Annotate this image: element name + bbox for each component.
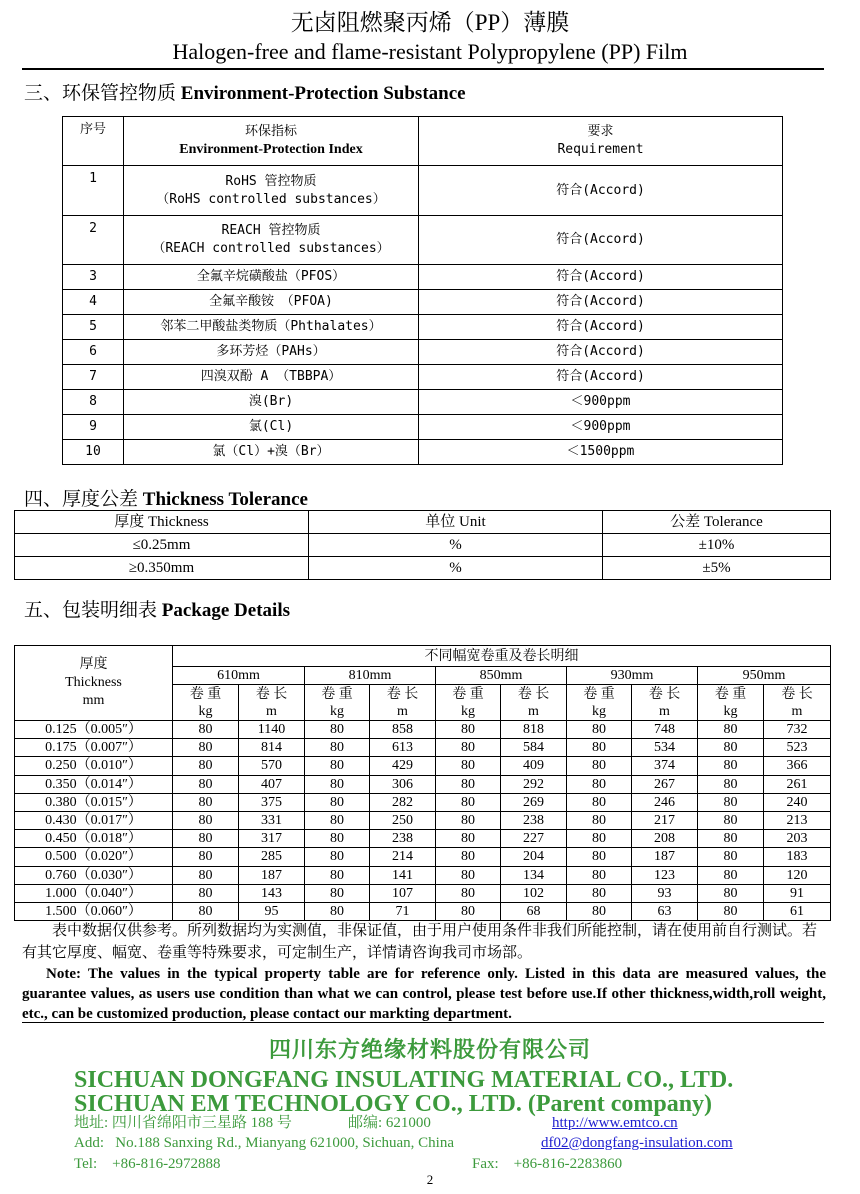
row-weight: 80 [698, 775, 764, 793]
row-length: 61 [764, 902, 831, 920]
row-length: 523 [764, 739, 831, 757]
email-link[interactable]: df02@dongfang-insulation.com [541, 1135, 733, 1151]
package-col-thickness: 厚度 Thickness mm [15, 646, 173, 721]
row-length: 584 [501, 739, 567, 757]
section-heading-package [24, 599, 290, 623]
row-weight: 80 [567, 866, 632, 884]
table-row [15, 757, 831, 775]
row-weight: 80 [305, 884, 370, 902]
header-rule [22, 68, 824, 70]
row-length: 63 [632, 902, 698, 920]
row-thickness: 0.430（0.017″） [15, 811, 173, 829]
section-heading-env-cn: 三、环保管控物质 [24, 83, 177, 104]
row-thickness: 0.760（0.030″） [15, 866, 173, 884]
row-weight: 80 [173, 902, 239, 920]
row-weight: 80 [567, 721, 632, 739]
row-thickness: 0.250（0.010″） [15, 757, 173, 775]
row-length: 282 [370, 793, 436, 811]
table-row: 10 氯（Cl）+溴（Br） ＜1500ppm [63, 440, 783, 465]
row-length: 375 [239, 793, 305, 811]
table-row [63, 216, 783, 265]
package-table-body [15, 721, 831, 921]
table-row [15, 884, 831, 902]
row-weight: 80 [567, 811, 632, 829]
row-length: 120 [764, 866, 831, 884]
row-weight: 80 [305, 902, 370, 920]
row-weight: 80 [173, 848, 239, 866]
table-row [15, 775, 831, 793]
env-row-no: 1 [63, 166, 124, 216]
env-row-req: 符合(Accord) [419, 216, 783, 265]
section-heading-env-en: Environment-Protection Substance [180, 83, 466, 104]
env-col-req-cn: 要求 [587, 124, 614, 139]
document-title-cn: 无卤阻燃聚丙烯（PP）薄膜 [290, 10, 570, 35]
row-weight: 80 [173, 811, 239, 829]
row-weight: 80 [305, 811, 370, 829]
row-length: 238 [501, 811, 567, 829]
row-length: 267 [632, 775, 698, 793]
weight-header: 卷 重 kg [305, 685, 370, 721]
weight-header: 卷 重 kg [567, 685, 632, 721]
width-header: 610mm [173, 667, 305, 685]
address-cn: 地址: 四川省绵阳市三星路 188 号 [74, 1115, 292, 1131]
row-length: 141 [370, 866, 436, 884]
row-weight: 80 [173, 775, 239, 793]
row-length: 246 [632, 793, 698, 811]
tel: Tel: +86-816-2972888 [74, 1156, 221, 1172]
section-heading-thickness-cn: 四、厚度公差 [24, 489, 139, 510]
length-header: 卷 长 m [239, 685, 305, 721]
section-heading-thickness-en: Thickness Tolerance [142, 489, 308, 510]
row-length: 214 [370, 848, 436, 866]
row-length: 107 [370, 884, 436, 902]
table-row: 3 全氟辛烷磺酸盐（PFOS） 符合(Accord) [63, 265, 783, 290]
row-weight: 80 [436, 848, 501, 866]
table-row [15, 848, 831, 866]
row-weight: 80 [436, 830, 501, 848]
row-thickness: 0.125（0.005″） [15, 721, 173, 739]
row-weight: 80 [436, 757, 501, 775]
section-heading-package-cn: 五、包装明细表 [24, 600, 158, 621]
row-weight: 80 [698, 848, 764, 866]
row-length: 143 [239, 884, 305, 902]
weight-header: 卷 重 kg [436, 685, 501, 721]
row-length: 748 [632, 721, 698, 739]
address-en: Add: No.188 Sanxing Rd., Mianyang 621000, Sichuan, China [74, 1135, 454, 1151]
row-length: 134 [501, 866, 567, 884]
document-title-en: Halogen-free and flame-resistant Polypropylene (PP) Film [172, 39, 688, 64]
row-weight: 80 [305, 739, 370, 757]
row-length: 204 [501, 848, 567, 866]
row-weight: 80 [567, 830, 632, 848]
table-row [15, 902, 831, 920]
row-length: 1140 [239, 721, 305, 739]
table-row [15, 811, 831, 829]
row-length: 203 [764, 830, 831, 848]
env-row-req: 符合(Accord) [419, 166, 783, 216]
row-length: 227 [501, 830, 567, 848]
thickness-col-thickness: 厚度 Thickness [15, 511, 309, 534]
row-length: 183 [764, 848, 831, 866]
thickness-table [14, 510, 831, 580]
row-length: 95 [239, 902, 305, 920]
row-length: 317 [239, 830, 305, 848]
row-weight: 80 [567, 902, 632, 920]
row-weight: 80 [305, 721, 370, 739]
thickness-table-header [15, 511, 831, 534]
row-length: 366 [764, 757, 831, 775]
table-row: ≤0.25mm % ±10% [15, 534, 831, 557]
table-row: 6 多环芳烃（PAHs） 符合(Accord) [63, 340, 783, 365]
env-row-item: REACH 管控物质 （REACH controlled substances） [124, 216, 419, 265]
row-length: 68 [501, 902, 567, 920]
row-weight: 80 [305, 848, 370, 866]
row-weight: 80 [567, 848, 632, 866]
table-row [15, 793, 831, 811]
table-row [15, 866, 831, 884]
row-weight: 80 [698, 884, 764, 902]
length-header: 卷 长 m [632, 685, 698, 721]
row-length: 858 [370, 721, 436, 739]
row-thickness: 0.500（0.020″） [15, 848, 173, 866]
row-weight: 80 [305, 793, 370, 811]
row-weight: 80 [567, 757, 632, 775]
row-weight: 80 [698, 721, 764, 739]
package-header-group [15, 646, 831, 667]
row-length: 818 [501, 721, 567, 739]
row-length: 71 [370, 902, 436, 920]
row-length: 261 [764, 775, 831, 793]
package-table [14, 645, 831, 921]
row-thickness: 0.450（0.018″） [15, 830, 173, 848]
row-weight: 80 [567, 884, 632, 902]
page-number: 2 [426, 1172, 434, 1187]
env-col-req [419, 117, 783, 166]
row-length: 238 [370, 830, 436, 848]
row-weight: 80 [698, 793, 764, 811]
table-row: 4 全氟辛酸铵 （PFOA) 符合(Accord) [63, 290, 783, 315]
table-row [15, 721, 831, 739]
row-weight: 80 [436, 884, 501, 902]
table-row: 7 四溴双酚 A （TBBPA） 符合(Accord) [63, 365, 783, 390]
row-length: 213 [764, 811, 831, 829]
note-en: Note: The values in the typical property table are for reference only. Listed in this data are measured values, the guarantee values, as users use condition than what we can control, please test before use.If other thickness,width,roll weight, etc., can be customized production, please contact our markting department. [22, 966, 826, 1022]
section-heading-package-en: Package Details [161, 600, 290, 621]
env-col-index [124, 117, 419, 166]
row-weight: 80 [436, 721, 501, 739]
thickness-col-unit: 单位 Unit [309, 511, 603, 534]
row-weight: 80 [698, 902, 764, 920]
row-length: 374 [632, 757, 698, 775]
table-row [15, 739, 831, 757]
fax: Fax: +86-816-2283860 [472, 1156, 623, 1172]
table-row: 5 邻苯二甲酸盐类物质（Phthalates） 符合(Accord) [63, 315, 783, 340]
env-col-index-cn: 环保指标 [244, 124, 297, 139]
thickness-col-tolerance: 公差 Tolerance [603, 511, 831, 534]
row-weight: 80 [173, 830, 239, 848]
row-thickness: 0.175（0.007″） [15, 739, 173, 757]
table-row [63, 166, 783, 216]
row-weight: 80 [698, 866, 764, 884]
row-length: 102 [501, 884, 567, 902]
row-weight: 80 [436, 866, 501, 884]
package-group-header: 不同幅宽卷重及卷长明细 [173, 646, 831, 667]
row-weight: 80 [305, 775, 370, 793]
row-length: 208 [632, 830, 698, 848]
width-header: 810mm [305, 667, 436, 685]
row-weight: 80 [173, 739, 239, 757]
row-weight: 80 [305, 830, 370, 848]
width-header: 930mm [567, 667, 698, 685]
table-row: 9 氯(Cl) ＜900ppm [63, 415, 783, 440]
company-name-cn: 四川东方绝缘材料股份有限公司 [268, 1038, 591, 1063]
weight-header: 卷 重 kg [698, 685, 764, 721]
row-weight: 80 [698, 739, 764, 757]
row-length: 409 [501, 757, 567, 775]
row-length: 269 [501, 793, 567, 811]
row-weight: 80 [305, 757, 370, 775]
row-weight: 80 [436, 793, 501, 811]
row-weight: 80 [173, 793, 239, 811]
row-weight: 80 [436, 902, 501, 920]
row-weight: 80 [173, 866, 239, 884]
width-header: 850mm [436, 667, 567, 685]
row-length: 292 [501, 775, 567, 793]
row-length: 570 [239, 757, 305, 775]
table-row: 8 溴(Br) ＜900ppm [63, 390, 783, 415]
row-thickness: 1.500（0.060″） [15, 902, 173, 920]
row-weight: 80 [436, 775, 501, 793]
row-length: 217 [632, 811, 698, 829]
company-name-en-line1: SICHUAN DONGFANG INSULATING MATERIAL CO., LTD. [74, 1067, 734, 1093]
env-row-no: 2 [63, 216, 124, 265]
table-row [15, 830, 831, 848]
footer-rule [22, 1022, 824, 1023]
row-weight: 80 [173, 884, 239, 902]
length-header: 卷 长 m [501, 685, 567, 721]
row-length: 429 [370, 757, 436, 775]
row-length: 187 [632, 848, 698, 866]
row-weight: 80 [567, 793, 632, 811]
section-heading-thickness [24, 488, 308, 512]
row-weight: 80 [173, 757, 239, 775]
row-thickness: 0.350（0.014″） [15, 775, 173, 793]
length-header: 卷 长 m [370, 685, 436, 721]
row-length: 285 [239, 848, 305, 866]
row-weight: 80 [567, 775, 632, 793]
row-length: 240 [764, 793, 831, 811]
env-col-req-en: Requirement [557, 142, 644, 157]
row-weight: 80 [436, 739, 501, 757]
env-row-item: RoHS 管控物质 （RoHS controlled substances） [124, 166, 419, 216]
length-header: 卷 长 m [764, 685, 831, 721]
row-weight: 80 [436, 811, 501, 829]
env-col-no: 序号 [63, 117, 124, 166]
row-length: 91 [764, 884, 831, 902]
row-thickness: 0.380（0.015″） [15, 793, 173, 811]
company-name-en-line2: SICHUAN EM TECHNOLOGY CO., LTD. (Parent company) [74, 1091, 713, 1117]
row-length: 814 [239, 739, 305, 757]
section-heading-env [24, 82, 466, 106]
row-weight: 80 [698, 830, 764, 848]
row-length: 534 [632, 739, 698, 757]
row-length: 93 [632, 884, 698, 902]
postcode-cn: 邮编: 621000 [348, 1115, 431, 1131]
note-cn: 表中数据仅供参考。所列数据均为实测值，非保证值，由于用户使用条件非我们所能控制，请在使用前自行测试。若有其它厚度、幅宽、卷重等特殊要求，可定制生产，详情请咨询我司市场部。 [22, 923, 818, 961]
width-header: 950mm [698, 667, 831, 685]
row-weight: 80 [698, 757, 764, 775]
company-name-en [74, 1068, 733, 1116]
row-weight: 80 [567, 739, 632, 757]
row-thickness: 1.000（0.040″） [15, 884, 173, 902]
row-length: 732 [764, 721, 831, 739]
row-length: 407 [239, 775, 305, 793]
row-weight: 80 [173, 721, 239, 739]
row-weight: 80 [305, 866, 370, 884]
row-length: 613 [370, 739, 436, 757]
row-weight: 80 [698, 811, 764, 829]
row-length: 306 [370, 775, 436, 793]
row-length: 250 [370, 811, 436, 829]
weight-header: 卷 重 kg [173, 685, 239, 721]
env-table-header [63, 117, 783, 166]
table-row: ≥0.350mm % ±5% [15, 557, 831, 580]
website-link[interactable]: http://www.emtco.cn [552, 1115, 678, 1131]
row-length: 187 [239, 866, 305, 884]
env-col-index-en: Environment-Protection Index [179, 142, 363, 157]
row-length: 123 [632, 866, 698, 884]
row-length: 331 [239, 811, 305, 829]
env-table [62, 116, 783, 465]
